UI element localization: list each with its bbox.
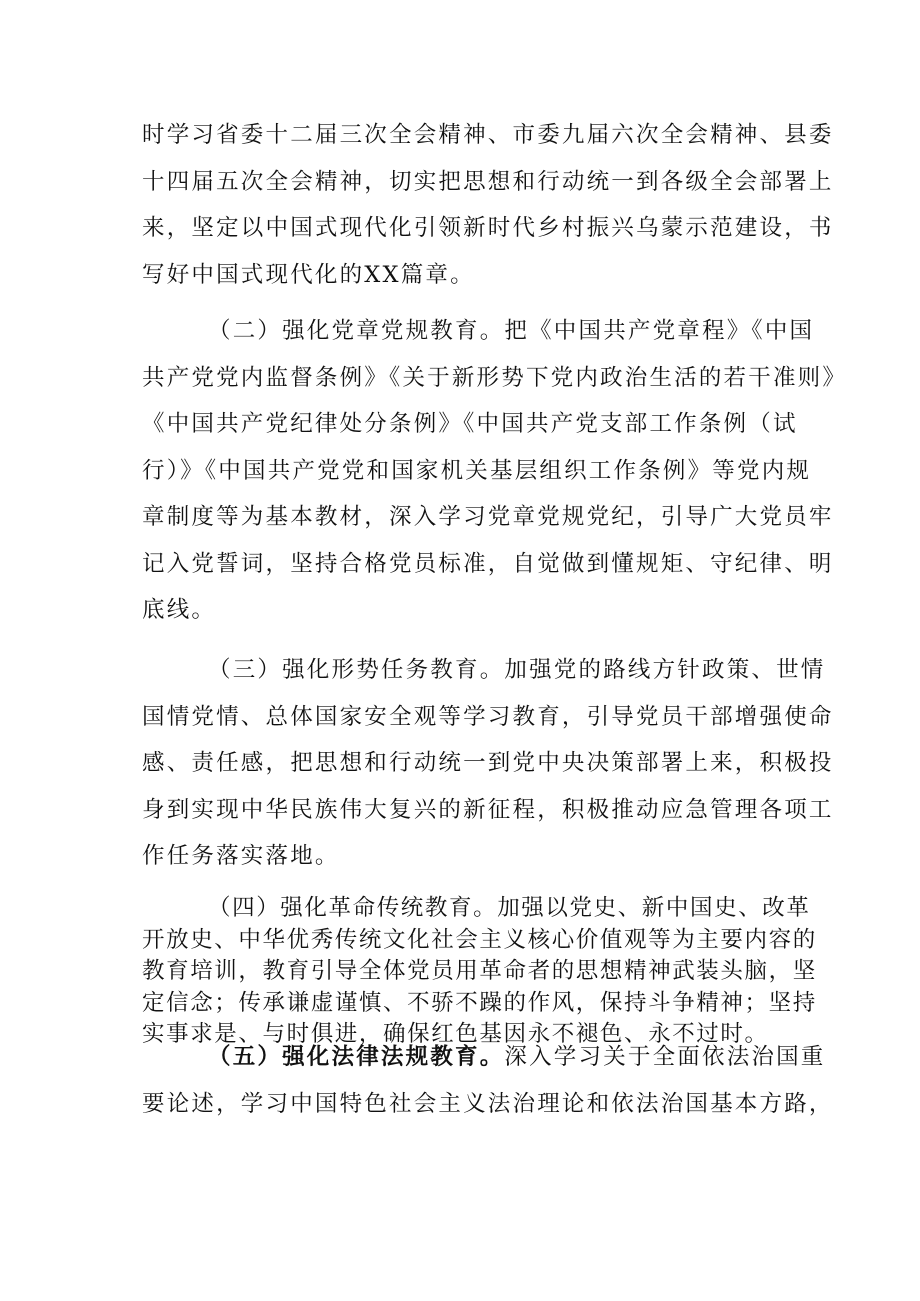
text-line: 教育培训，教育引导全体党员用革命者的思想精神武装头脑，坚 [142,958,817,984]
text-line: 定信念；传承谦虚谨慎、不骄不躁的作风，保持斗争精神；坚持 [142,989,817,1016]
text-line: 身到实现中华民族伟大复兴的新征程，积极推动应急管理各项工 [142,796,834,823]
text-line [142,1034,826,1081]
text-line: （三）强化形势任务教育。加强党的路线方针政策、世情 [208,657,826,683]
paragraph-revolutionary-tradition [142,893,817,1051]
paragraph-party-constitution [142,308,848,634]
text-line: 记入党誓词，坚持合格党员标准，自觉做到懂规矩、守纪律、明 [142,550,834,577]
text-line: 来，坚定以中国式现代化引领新时代乡村振兴乌蒙示范建设，书 [142,215,834,241]
text-line: 行）》《中国共产党党和国家机关基层组织工作条例》等党内规 [142,457,812,484]
text-line: 要论述，学习中国特色社会主义法治理论和依法治国基本方路， [142,1090,834,1117]
paragraph-law-regulations [142,1034,834,1127]
text-line: 时学习省委十二届三次全会精神、市委九届六次全会精神、县委 [142,122,834,148]
text-line: （四）强化革命传统教育。加强以党史、新中国史、改革 [208,895,811,921]
text-line: 十四届五次全会精神，切实把思想和行动统一到各级全会部署上 [142,168,834,195]
text-line: 国情党情、总体国家安全观等学习教育，引导党员干部增强使命 [142,703,834,730]
text-line: 写好中国式现代化的XX篇章。 [142,261,475,288]
text-line: 感、责任感，把思想和行动统一到党中央决策部署上来，积极投 [142,750,834,776]
section-heading: （五）强化法律法规教育。 [208,1044,505,1070]
text-line: 章制度等为基本教材，深入学习党章党规党纪，引导广大党员牢 [142,504,834,530]
text-line: 共产党党内监督条例》《关于新形势下党内政治生活的若干准则》 [142,364,848,391]
paragraph-continuation [142,112,834,298]
paragraph-situation-tasks [142,647,834,880]
text-run: 深入学习关于全面依法治国重 [504,1044,826,1070]
text-line: 开放史、中华优秀传统文化社会主义核心价值观等为主要内容的 [142,926,817,953]
text-line: 作任务落实落地。 [142,843,340,869]
text-line: 实事求是、与时俱进，确保红色基因永不褪色、永不过时。 [142,1021,769,1047]
text-line: 《中国共产党纪律处分条例》《中国共产党支部工作条例（试 [142,411,798,437]
text-line: （二）强化党章党规教育。把《中国共产党章程》《中国 [208,318,815,344]
text-line: 底线。 [142,597,217,623]
